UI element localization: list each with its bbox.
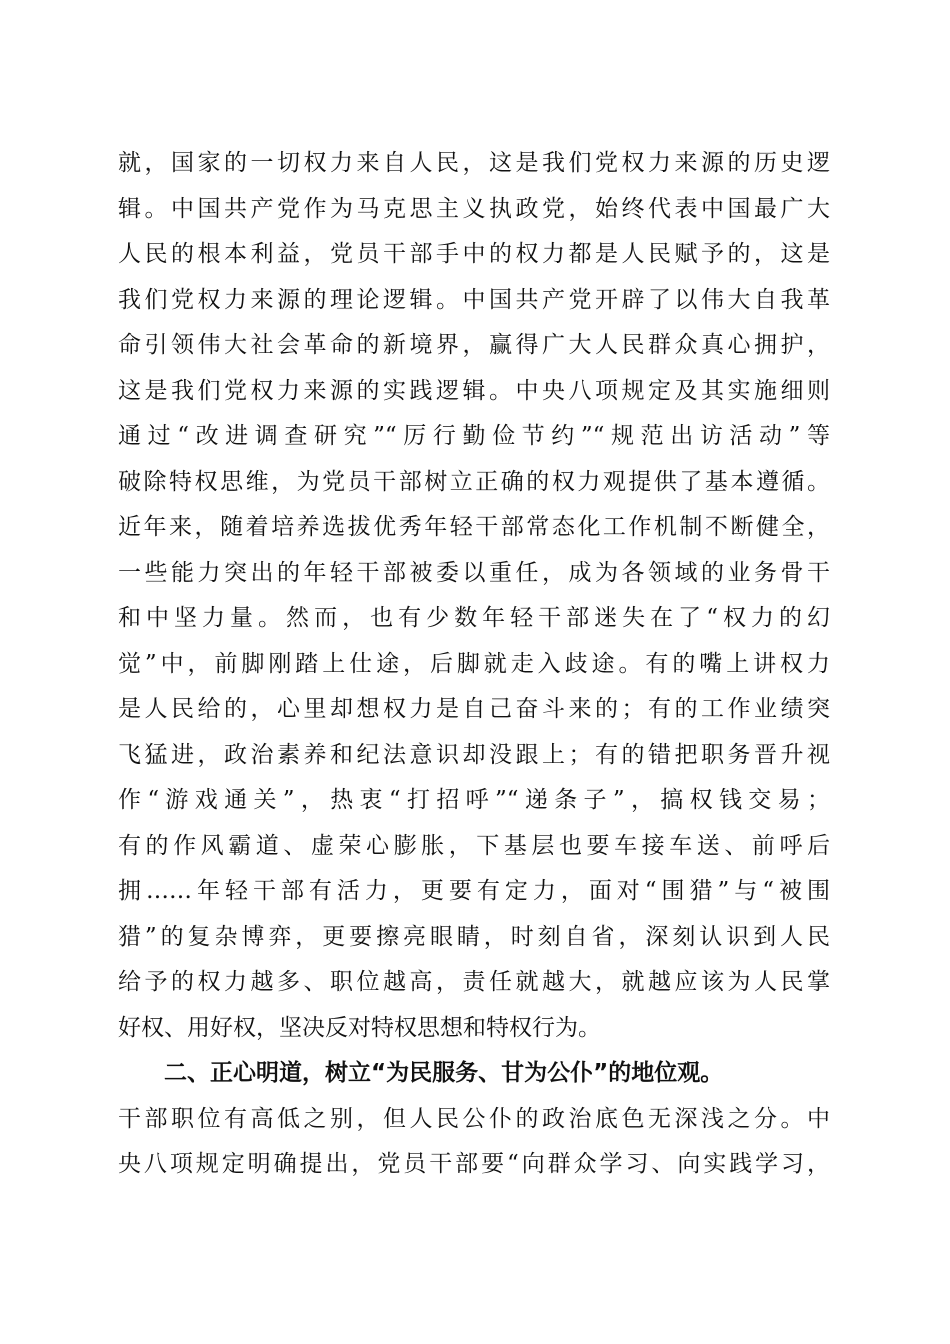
text-line: 破除特权思维，为党员干部树立正确的权力观提供了基本遵循。 [118,468,830,495]
section-status-view [118,1051,830,1188]
text-line: 辑。中国共产党作为马克思主义执政党，始终代表中国最广大 [118,195,830,222]
paragraph-power-origin [118,141,830,1051]
text-line: 觉”中，前脚刚踏上仕途，后脚就走入歧途。有的嘴上讲权力 [118,650,830,677]
section-heading: 二、正心明道，树立“为民服务、甘为公仆”的地位观。 [164,1060,724,1086]
text-line: 通过“改进调查研究”“厉行勤俭节约”“规范出访活动”等 [118,423,830,449]
text-line: 作“游戏通关”，热衷“打招呼”“递条子”，搞权钱交易； [118,787,830,813]
text-line: 拥……年轻干部有活力，更要有定力，面对“围猎”与“被围 [118,878,830,904]
text-line: 我们党权力来源的理论逻辑。中国共产党开辟了以伟大自我革 [118,286,830,313]
text-line: 命引领伟大社会革命的新境界，赢得广大人民群众真心拥护， [118,332,830,358]
text-line: 好权、用好权，坚决反对特权思想和特权行为。 [118,1014,601,1041]
text-line: 这是我们党权力来源的实践逻辑。中央八项规定及其实施细则 [118,377,830,404]
text-line: 是人民给的，心里却想权力是自己奋斗来的；有的工作业绩突 [118,696,830,722]
text-line: 有的作风霸道、虚荣心膨胀，下基层也要车接车送、前呼后 [118,832,830,859]
text-line: 给予的权力越多、职位越高，责任就越大，就越应该为人民掌 [118,969,830,995]
text-line: 飞猛进，政治素养和纪法意识却没跟上；有的错把职务晋升视 [118,741,830,768]
text-line: 人民的根本利益，党员干部手中的权力都是人民赋予的，这是 [118,241,830,267]
text-line: 干部职位有高低之别，但人民公仆的政治底色无深浅之分。中 [118,1105,830,1132]
text-line: 央八项规定明确提出，党员干部要“向群众学习、向实践学习， [118,1151,830,1177]
text-line: 近年来，随着培养选拔优秀年轻干部常态化工作机制不断健全， [118,514,830,540]
text-line: 就，国家的一切权力来自人民，这是我们党权力来源的历史逻 [118,150,830,176]
text-line: 一些能力突出的年轻干部被委以重任，成为各领域的业务骨干 [118,559,830,586]
text-line: 猎”的复杂博弈，更要擦亮眼睛，时刻自省，深刻认识到人民 [118,923,830,950]
text-line: 和中坚力量。然而，也有少数年轻干部迷失在了“权力的幻 [118,605,830,631]
document-body [118,141,830,1188]
